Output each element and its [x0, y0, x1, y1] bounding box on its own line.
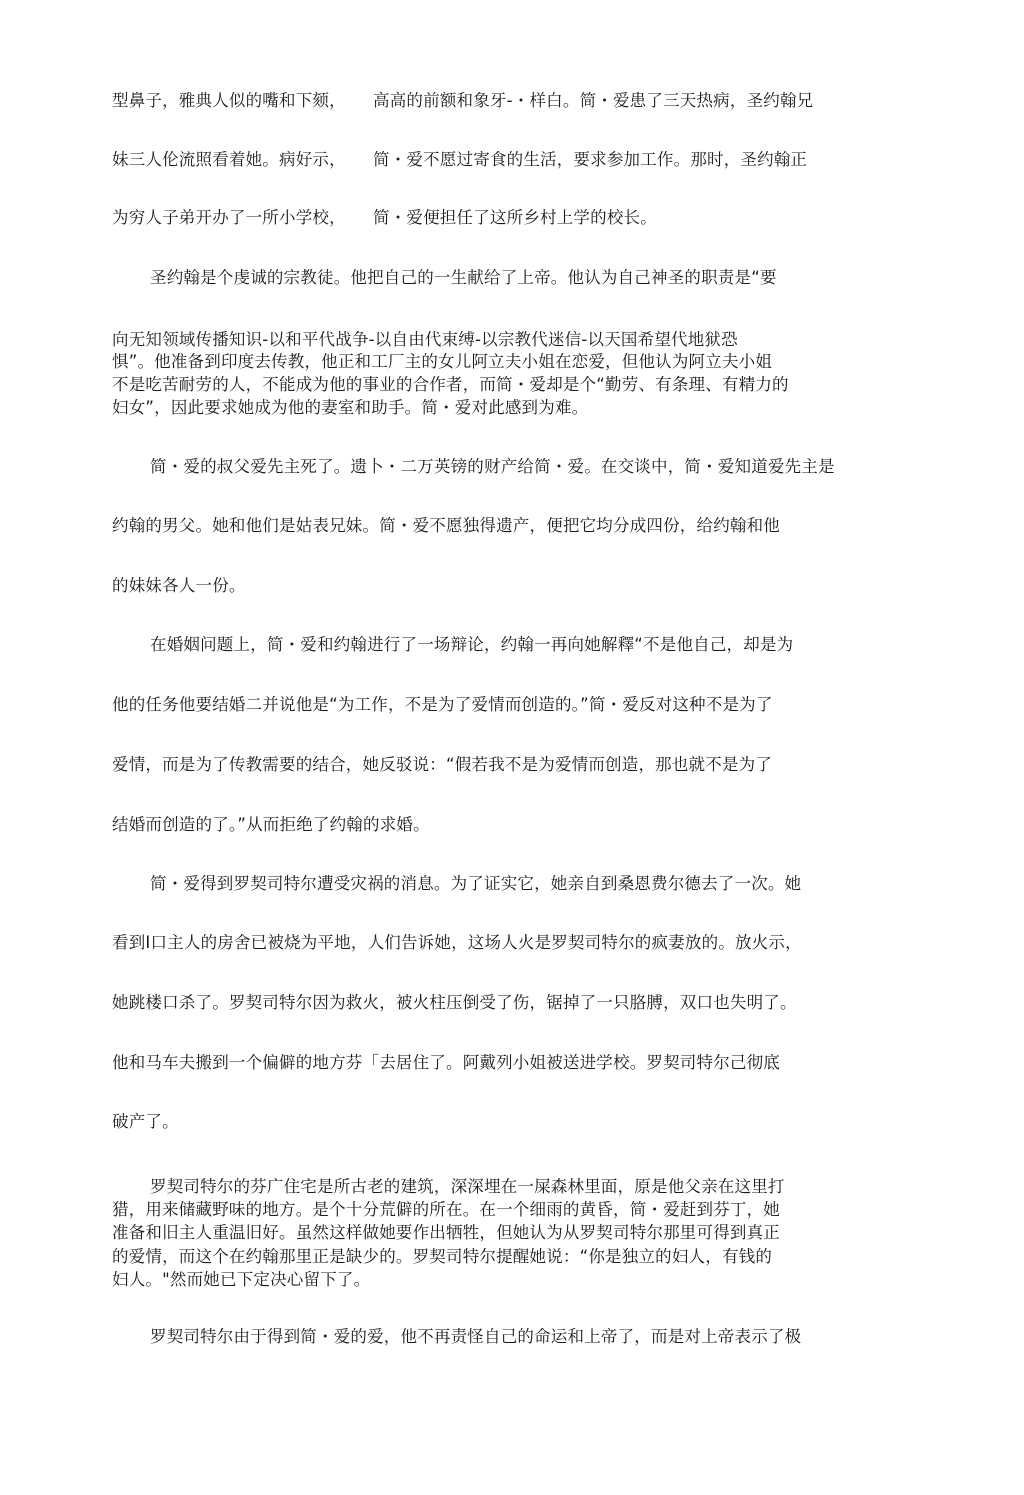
text-line: 准备和旧主人重温旧好。虽然这样做她要作出牺牲，但她认为从罗契司特尔那里可得到真正	[112, 1223, 780, 1242]
text-line: 看到I口主人的房舍已被烧为平地，人们告诉她，这场人火是罗契司特尔的疯妻放的。放火示，	[112, 933, 802, 952]
text-line: 的爱情，而这个在约翰那里正是缺少的。罗契司特尔提醒她说：“你是独立的妇人，有钱的	[112, 1247, 773, 1266]
paragraph-start-line: 圣约翰是个虔诚的宗教徒。他把自己的一生献给了上帝。他认为自己神圣的职责是“要	[150, 268, 777, 287]
text-line: 破产了。	[112, 1112, 179, 1131]
text-line: 不是吃苦耐劳的人，不能成为他的事业的合作者，而简・爱却是个“勤劳、有条理、有精力的	[112, 375, 789, 394]
paragraph-start-line: 简・爱得到罗契司特尔遭受灾祸的消息。为了证实它，她亲自到桑恩费尔德去了一次。她	[150, 874, 802, 893]
text-line: 为穷人子弟开办了一所小学校， 简・爱便担任了这所乡村上学的校长。	[112, 208, 657, 227]
text-line: 猎，用来储藏野味的地方。是个十分荒僻的所在。在一个细雨的黄昏，简・爱赶到芬丁，她	[112, 1200, 780, 1219]
text-line: 向无知领域传播知识-以和平代战争-以自由代束缚-以宗教代迷信-以天国希望代地狱恐	[112, 330, 738, 349]
text-line: 妇人。"然而她已下定决心留下了。	[112, 1270, 371, 1289]
text-line: 他和马车夫搬到一个偏僻的地方芬「去居住了。阿戴列小姐被送进学校。罗契司特尔己彻底	[112, 1053, 780, 1072]
text-line: 惧”。他准备到印度去传教，他正和工厂主的女儿阿立夫小姐在恋爱，但他认为阿立夫小姐	[112, 352, 773, 371]
text-line: 型鼻子，雅典人似的嘴和下颏， 高高的前额和象牙-・样白。简・爱患了三天热病，圣约翰兄	[112, 91, 814, 110]
text-line: 结婚而创造的了。”从而拒绝了约翰的求婚。	[112, 815, 430, 834]
paragraph-start-line: 在婚姻问题上，简・爱和约翰进行了一场辩论，约翰一再向她解釋“不是他自己，却是为	[150, 635, 794, 654]
paragraph-start-line: 罗契司特尔由于得到简・爱的爱，他不再责怪自己的命运和上帝了，而是对上帝表示了极	[150, 1327, 802, 1346]
paragraph-start-line: 罗契司特尔的芬广住宅是所古老的建筑，深深埋在一屎森林里面，原是他父亲在这里打	[150, 1177, 785, 1196]
paragraph-start-line: 简・爱的叔父爱先主死了。遗卜・二万英镑的财产给简・爱。在交谈中，简・爱知道爱先主是	[150, 457, 835, 476]
text-line: 妇女”，因此要求她成为他的妻室和助手。简・爱对此感到为难。	[112, 398, 589, 417]
text-line: 他的任务他要结婚二并说他是“为工作，不是为了爱情而创造的。”简・爱反对这种不是为了	[112, 695, 773, 714]
text-line: 的妹妹各人一份。	[112, 576, 246, 595]
text-line: 妹三人伦流照看着她。病好示， 简・爱不愿过寄食的生活，要求参加工作。那时，圣约翰正	[112, 150, 808, 169]
text-line: 爱情，而是为了传教需要的结合，她反驳说：“假若我不是为爱情而创造，那也就不是为了	[112, 755, 773, 774]
text-line: 约翰的男父。她和他们是姑表兄妹。简・爱不愿独得遗产，便把它均分成四份，给约翰和他	[112, 516, 780, 535]
text-line: 她跳楼口杀了。罗契司特尔因为救火，被火柱压倒受了伤，锯掉了一只胳膊，双口也失明了。	[112, 993, 797, 1012]
